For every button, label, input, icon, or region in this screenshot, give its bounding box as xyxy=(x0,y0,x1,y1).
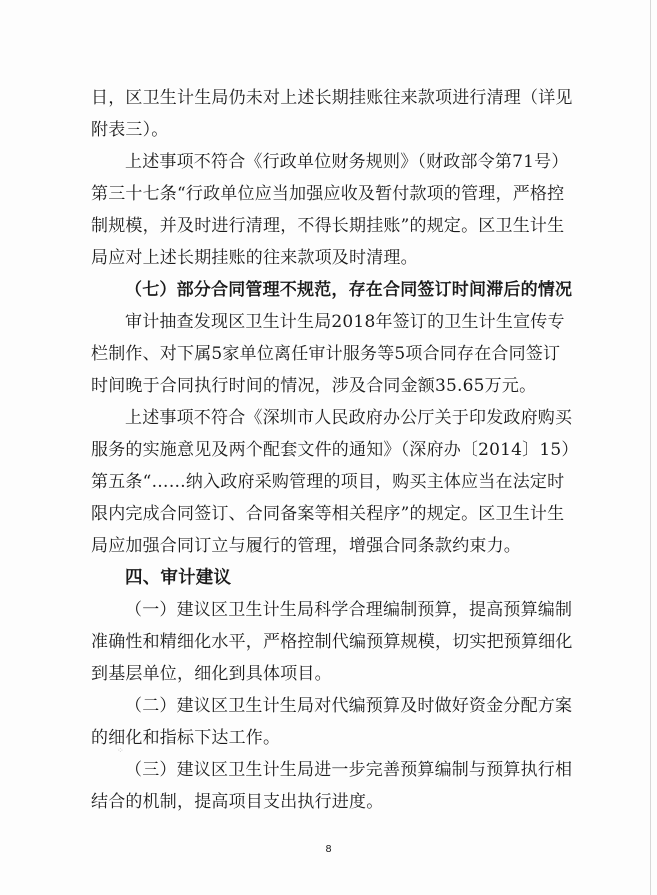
body-text-line: （一）建议区卫生计生局科学合理编制预算，提高预算编制 xyxy=(125,600,573,620)
body-text-line: 到基层单位，细化到具体项目。 xyxy=(91,664,332,684)
subsection-heading-line: （七）部分合同管理不规范，存在合同签订时间滞后的情况 xyxy=(125,280,573,300)
body-text-line: 时间晚于合同执行时间的情况，涉及合同金额35.65万元。 xyxy=(91,376,537,396)
body-text-line: 准确性和精细化水平，严格控制代编预算规模，切实把预算细化 xyxy=(91,632,573,652)
body-text-line: 服务的实施意见及两个配套文件的通知》（深府办〔2014〕15） xyxy=(91,440,579,460)
body-text-line: 制规模，并及时进行清理，不得长期挂账”的规定。区卫生计生 xyxy=(91,216,565,236)
body-text-line: 第五条“……纳入政府采购管理的项目，购买主体应当在法定时 xyxy=(91,472,565,492)
body-text-line: 上述事项不符合《行政单位财务规则》（财政部令第71号） xyxy=(125,152,569,172)
body-text-line: 结合的机制，提高项目支出执行进度。 xyxy=(91,792,384,812)
body-text-line: （二）建议区卫生计生局对代编预算及时做好资金分配方案 xyxy=(125,696,573,716)
body-text-line: 局应加强合同订立与履行的管理，增强合同条款约束力。 xyxy=(91,536,521,556)
body-text-line: 限内完成合同签订、合同备案等相关程序”的规定。区卫生计生 xyxy=(91,504,565,524)
scan-speck: ⁘ xyxy=(117,746,124,755)
body-text-line: 附表三）。 xyxy=(91,120,169,140)
page-number: 8 xyxy=(325,844,332,855)
section-heading: 四、审计建议 xyxy=(125,568,232,588)
body-text-line: 第三十七条“行政单位应当加强应收及暂付款项的管理，严格控 xyxy=(91,184,565,204)
body-text-line: 日，区卫生计生局仍未对上述长期挂账往来款项进行清理（详见 xyxy=(91,88,573,108)
scan-edge-line xyxy=(650,0,651,895)
body-text-line: 审计抽查发现区卫生计生局2018年签订的卫生计生宣传专 xyxy=(125,312,565,332)
body-text-line: 局应对上述长期挂账的往来款项及时清理。 xyxy=(91,248,418,268)
body-text-line: （三）建议区卫生计生局进一步完善预算编制与预算执行相 xyxy=(125,760,573,780)
document-body xyxy=(91,82,591,818)
body-text-line: 栏制作、对下属5家单位离任审计服务等5项合同存在合同签订 xyxy=(91,344,561,364)
body-text-line: 上述事项不符合《深圳市人民政府办公厅关于印发政府购买 xyxy=(125,408,573,428)
body-text-line: 的细化和指标下达工作。 xyxy=(91,728,281,748)
